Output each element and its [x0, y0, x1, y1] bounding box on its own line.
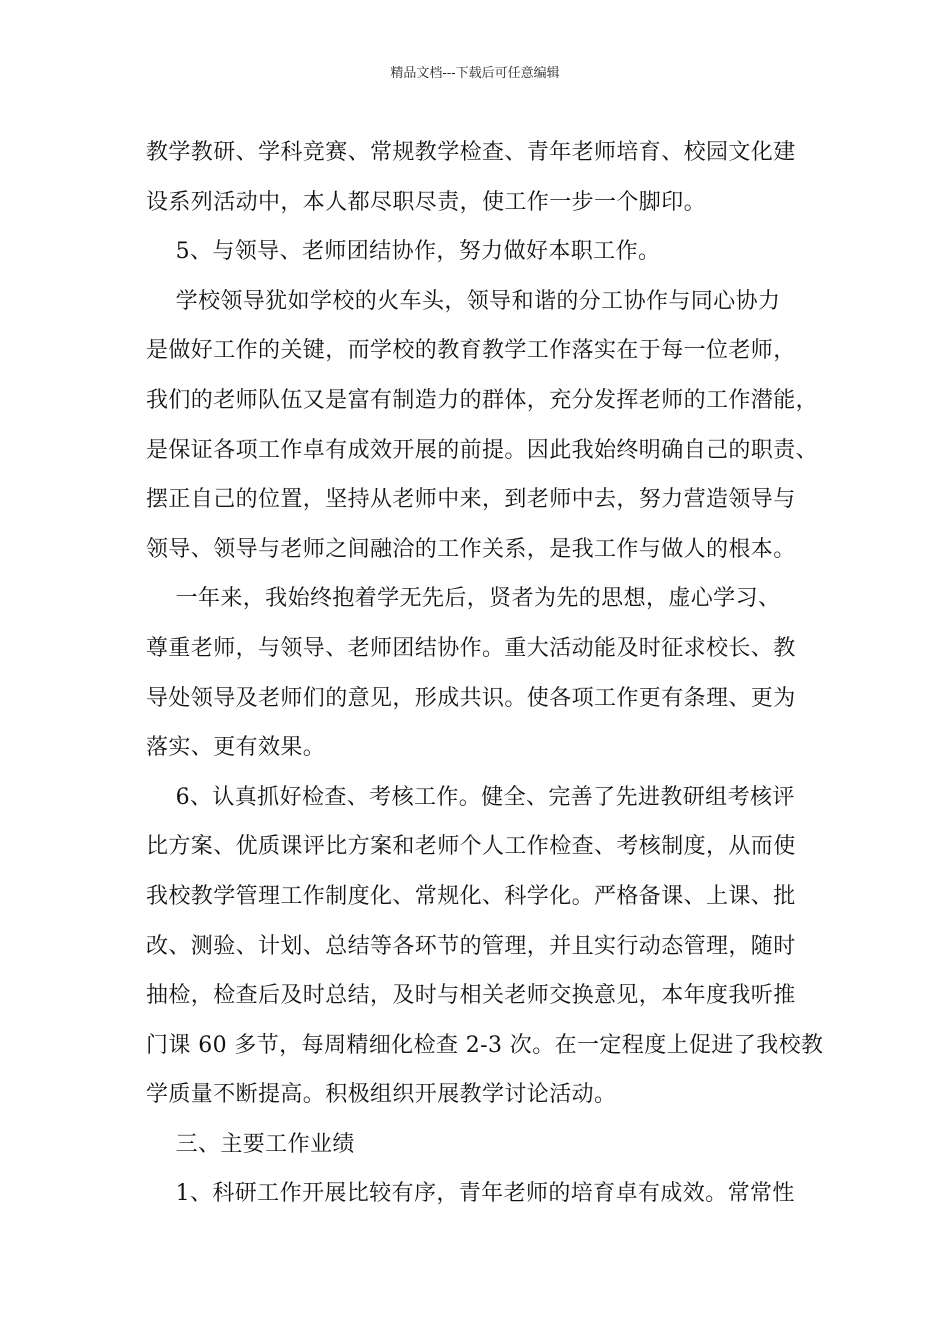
text-line: 设系列活动中，本人都尽职尽责，使工作一步一个脚印。	[146, 189, 707, 215]
document-body	[146, 128, 826, 1219]
text-line: 我们的老师队伍又是富有制造力的群体，充分发挥老师的工作潜能，	[146, 387, 819, 413]
text-line: 尊重老师，与领导、老师团结协作。重大活动能及时征求校长、教	[146, 635, 796, 661]
text-line: 摆正自己的位置，坚持从老师中来，到老师中去，努力营造领导与	[146, 487, 796, 513]
text-line: 三、主要工作业绩	[146, 1131, 355, 1157]
text-line: 6、认真抓好检查、考核工作。健全、完善了先进教研组考核评	[146, 784, 795, 810]
text-line: 领导、领导与老师之间融洽的工作关系，是我工作与做人的根本。	[146, 536, 796, 562]
text-line: 一年来，我始终抱着学无先后，贤者为先的思想，虚心学习、	[146, 586, 781, 612]
text-line: 1、科研工作开展比较有序，青年老师的培育卓有成效。常常性	[146, 1181, 795, 1207]
text-line: 学质量不断提高。积极组织开展教学讨论活动。	[146, 1082, 617, 1108]
text-line: 是保证各项工作卓有成效开展的前提。因此我始终明确自己的职责、	[146, 437, 819, 463]
text-line: 落实、更有效果。	[146, 735, 326, 761]
text-line: 5、与领导、老师团结协作，努力做好本职工作。	[146, 239, 661, 265]
text-line: 抽检，检查后及时总结，及时与相关老师交换意见，本年度我听推	[146, 983, 796, 1009]
text-line: 教学教研、学科竞赛、常规教学检查、青年老师培育、校园文化建	[146, 140, 796, 165]
text-line: 我校教学管理工作制度化、常规化、科学化。严格备课、上课、批	[146, 883, 796, 909]
text-line: 比方案、优质课评比方案和老师个人工作检查、考核制度，从而使	[146, 834, 796, 860]
text-line: 门课 60 多节，每周精细化检查 2-3 次。在一定程度上促进了我校教	[146, 1032, 824, 1058]
text-line: 导处领导及老师们的意见，形成共识。使各项工作更有条理、更为	[146, 685, 796, 711]
text-line: 是做好工作的关键，而学校的教育教学工作落实在于每一位老师，	[146, 338, 796, 364]
text-line: 学校领导犹如学校的火车头，领导和谐的分工协作与同心协力	[146, 288, 781, 314]
text-line: 改、测验、计划、总结等各环节的管理，并且实行动态管理，随时	[146, 933, 796, 959]
page-header: 精品文档---下载后可任意编辑	[390, 66, 560, 81]
